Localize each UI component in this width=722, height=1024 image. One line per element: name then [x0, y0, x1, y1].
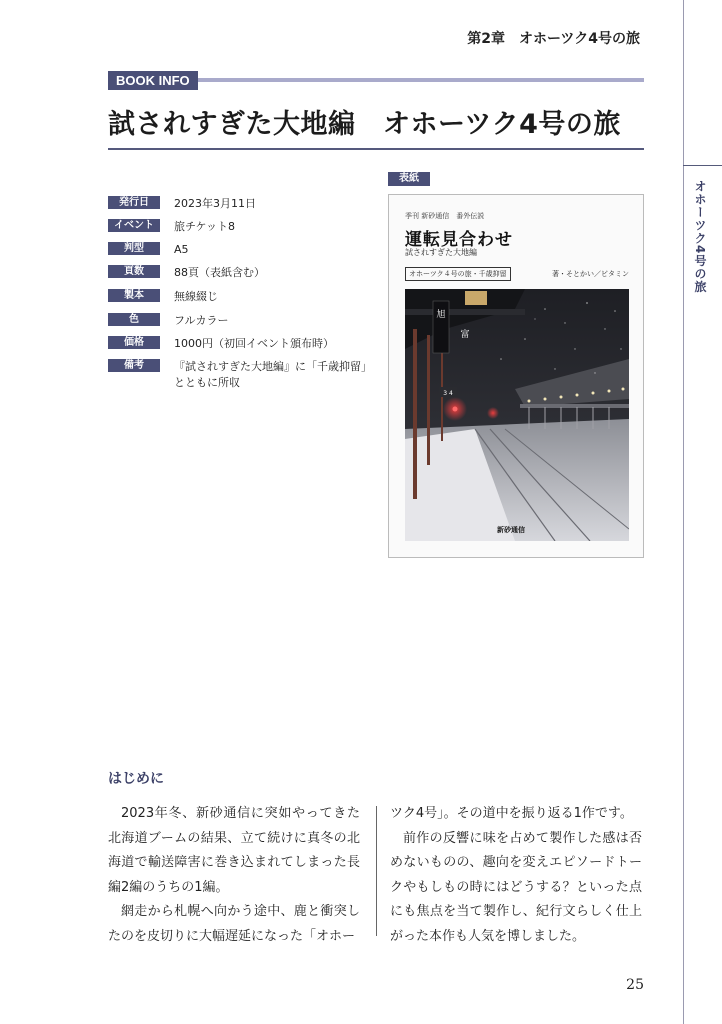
spec-value-line2: とともに所収 [174, 376, 240, 389]
cover-subtitle: 試されすぎた大地編 [405, 248, 477, 257]
spec-key: 色 [108, 313, 160, 326]
spec-key: 判型 [108, 242, 160, 255]
spec-key: 備考 [108, 359, 160, 372]
spec-key: 発行日 [108, 196, 160, 209]
intro-paragraph: 網走から札幌へ向かう途中、鹿と衝突したのを皮切りに大幅遅延になった「オホー [108, 904, 360, 944]
spec-value: 88頁（表紙含む） [174, 266, 265, 279]
spec-key: イベント [108, 219, 160, 232]
side-tab-rule [683, 165, 722, 166]
title-rule [108, 148, 644, 150]
column-divider [376, 806, 377, 936]
spec-row [108, 289, 378, 307]
snowy-station-illustration [405, 289, 629, 541]
sign-char: 富 [460, 330, 470, 340]
spec-key: 価格 [108, 336, 160, 349]
spec-value: 2023年3月11日 [174, 197, 256, 210]
intro-paragraph: ツク4号」。その道中を振り返る1作です。 [390, 806, 633, 821]
spec-row [108, 265, 378, 283]
spec-row [108, 313, 378, 331]
cover-publisher: 新砂通信 [497, 525, 525, 534]
spec-key: 製本 [108, 289, 160, 302]
spec-row [108, 219, 378, 237]
intro-heading: はじめに [108, 771, 164, 787]
spec-row [108, 336, 378, 354]
spec-row [108, 196, 378, 214]
spec-value: 『試されすぎた大地編』に「千歳抑留」 [174, 360, 372, 373]
side-tab-label: オホーツク4号の旅 [693, 180, 707, 294]
cover-label: 表紙 [388, 172, 430, 186]
spec-value: 無線綴じ [174, 290, 218, 303]
intro-paragraph: 2023年冬、新砂通信に突如やってきた北海道ブームの結果、立て続けに真冬の北海道で輸送障害に巻き込まれてしまった長編2編のうちの1編。 [108, 806, 360, 895]
chapter-header: 第2章 オホーツク4号の旅 [467, 31, 640, 47]
cover-series: オホーツク４号の旅・千歳抑留 [405, 267, 511, 281]
intro-paragraph: 前作の反響に味を占めて製作した感は否めないものの、趣向を変えエピソードトークやもしもの時にはどうする？といった点にも焦点を当て製作し、紀行文らしく仕上がった本作も人気を博しました。 [390, 830, 642, 944]
sign-char: 旭 [436, 310, 446, 320]
spec-row [108, 242, 378, 260]
book-title: 試されすぎた大地編 オホーツク4号の旅 [108, 109, 621, 140]
sign-number: 3 4 [443, 390, 453, 397]
cover-header-text: 季刊 新砂通信 番外伝説 [405, 212, 485, 220]
cover-image [388, 194, 644, 558]
intro-column-left [108, 802, 360, 950]
side-divider [683, 0, 684, 1024]
cover-photo [405, 289, 629, 541]
cover-authors: 著・そとかい／ビタミン [552, 270, 629, 278]
page-number: 25 [626, 977, 644, 993]
spec-value: 1000円（初回イベント頒布時） [174, 337, 334, 350]
spec-value: 旅チケット8 [174, 220, 236, 233]
cover-title: 運転見合わせ [405, 230, 513, 250]
intro-column-right [390, 802, 642, 950]
spec-value: フルカラー [174, 314, 229, 327]
book-info-label: BOOK INFO [108, 71, 198, 90]
spec-key: 頁数 [108, 265, 160, 278]
spec-value: A5 [174, 243, 189, 256]
spec-row [108, 359, 378, 395]
